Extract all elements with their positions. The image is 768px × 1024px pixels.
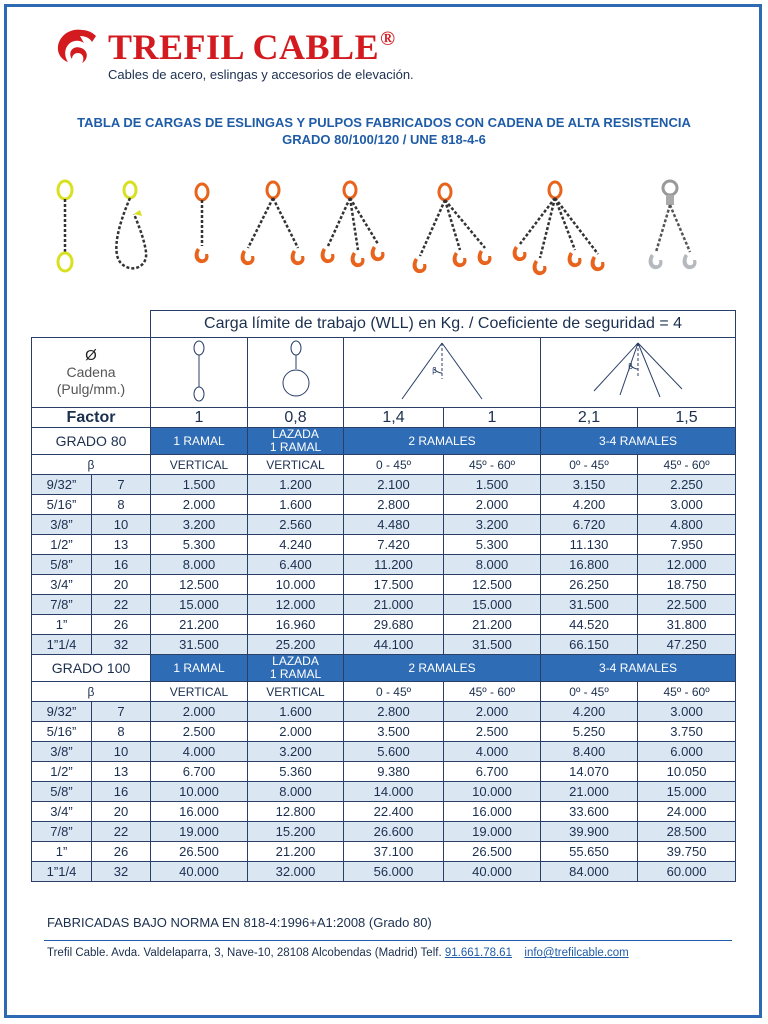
wll-value: 2.250 — [638, 475, 736, 495]
wll-value: 6.000 — [638, 742, 736, 762]
wll-value: 5.250 — [541, 722, 638, 742]
wll-value: 19.000 — [151, 822, 248, 842]
factor-value: 1,4 — [344, 408, 444, 428]
wll-value: 31.500 — [541, 595, 638, 615]
wll-value: 10.000 — [248, 575, 344, 595]
chain-size-inch: 1”1/4 — [32, 862, 92, 882]
wll-value: 1.500 — [444, 475, 541, 495]
wll-value: 55.650 — [541, 842, 638, 862]
wll-value: 2.560 — [248, 515, 344, 535]
wll-value: 1.500 — [151, 475, 248, 495]
wll-value: 7.950 — [638, 535, 736, 555]
multi-leg-angle-diagram-icon — [541, 338, 736, 408]
column-label: 0º - 45º — [541, 455, 638, 475]
table-row — [32, 635, 736, 655]
wll-value: 5.300 — [151, 535, 248, 555]
wll-value: 2.500 — [444, 722, 541, 742]
address-text: Trefil Cable. Avda. Valdelaparra, 3, Nave-10, 28108 Alcobendas (Madrid) Telf. — [47, 947, 445, 959]
wll-value: 7.420 — [344, 535, 444, 555]
wll-value: 5.360 — [248, 762, 344, 782]
chain-size-mm: 13 — [92, 535, 151, 555]
column-label: VERTICAL — [151, 682, 248, 702]
group-3-4-ramales: 3-4 RAMALES — [541, 655, 736, 682]
table-title: TABLA DE CARGAS DE ESLINGAS Y PULPOS FABRICADOS CON CADENA DE ALTA RESISTENCIA — [77, 115, 691, 130]
wll-value: 31.800 — [638, 615, 736, 635]
chain-size-mm: 20 — [92, 575, 151, 595]
wll-value: 3.500 — [344, 722, 444, 742]
wll-value: 44.520 — [541, 615, 638, 635]
wll-value: 21.200 — [248, 842, 344, 862]
wll-value: 12.800 — [248, 802, 344, 822]
group-1-ramal: 1 RAMAL — [151, 655, 248, 682]
table-row — [32, 702, 736, 722]
wll-value: 44.100 — [344, 635, 444, 655]
wll-value: 39.750 — [638, 842, 736, 862]
chain-size-mm: 22 — [92, 822, 151, 842]
wll-value: 16.000 — [151, 802, 248, 822]
chain-size-mm: 32 — [92, 862, 151, 882]
beta-label: β — [32, 455, 151, 475]
wll-value: 6.700 — [444, 762, 541, 782]
wll-value: 40.000 — [444, 862, 541, 882]
factor-value: 1,5 — [638, 408, 736, 428]
wll-value: 6.400 — [248, 555, 344, 575]
table-row — [32, 802, 736, 822]
chain-size-inch: 3/8” — [32, 742, 92, 762]
wll-value: 56.000 — [344, 862, 444, 882]
wll-header-row — [32, 311, 736, 338]
diameter-header-cell: Ø Cadena (Pulg/mm.) — [32, 338, 151, 408]
wll-value: 3.000 — [638, 702, 736, 722]
wll-value: 3.200 — [248, 742, 344, 762]
wll-value: 12.500 — [151, 575, 248, 595]
group-lazada-line1: LAZADA — [272, 427, 319, 441]
chain-size-inch: 9/32” — [32, 475, 92, 495]
wll-value: 25.200 — [248, 635, 344, 655]
angle-label-row — [32, 682, 736, 702]
wll-value: 2.800 — [344, 495, 444, 515]
table-row — [32, 535, 736, 555]
wll-value: 28.500 — [638, 822, 736, 842]
group-2-ramales: 2 RAMALES — [344, 428, 541, 455]
factor-row — [32, 408, 736, 428]
sling-single-hook-icon — [195, 184, 209, 263]
column-label: 0 - 45º — [344, 682, 444, 702]
svg-text:β: β — [628, 362, 634, 371]
wll-value: 4.200 — [541, 495, 638, 515]
wll-value: 16.800 — [541, 555, 638, 575]
wll-value: 10.000 — [151, 782, 248, 802]
wll-value: 66.150 — [541, 635, 638, 655]
grade-label: GRADO 80 — [32, 428, 151, 455]
wll-value: 3.150 — [541, 475, 638, 495]
wll-value: 24.000 — [638, 802, 736, 822]
wll-value: 26.600 — [344, 822, 444, 842]
chain-size-mm: 26 — [92, 842, 151, 862]
factor-value: 1 — [444, 408, 541, 428]
contact-line — [47, 947, 629, 959]
chain-size-mm: 8 — [92, 722, 151, 742]
chain-size-mm: 16 — [92, 782, 151, 802]
chain-size-inch: 5/16” — [32, 495, 92, 515]
wll-value: 15.200 — [248, 822, 344, 842]
wll-value: 11.130 — [541, 535, 638, 555]
wll-value: 4.000 — [151, 742, 248, 762]
wll-value: 2.000 — [151, 495, 248, 515]
single-leg-diagram-icon — [151, 338, 248, 408]
chain-size-mm: 13 — [92, 762, 151, 782]
wll-value: 19.000 — [444, 822, 541, 842]
diagram-row — [32, 338, 736, 408]
grade-header-row — [32, 655, 736, 682]
factor-value: 2,1 — [541, 408, 638, 428]
wll-value: 6.720 — [541, 515, 638, 535]
chain-size-mm: 7 — [92, 475, 151, 495]
wll-value: 31.500 — [151, 635, 248, 655]
wll-value: 5.300 — [444, 535, 541, 555]
chain-size-inch: 1/2” — [32, 535, 92, 555]
table-row — [32, 782, 736, 802]
chain-size-mm: 26 — [92, 615, 151, 635]
wll-value: 15.000 — [638, 782, 736, 802]
brand-name: TREFIL CABLE® — [108, 27, 396, 67]
wll-value: 84.000 — [541, 862, 638, 882]
wll-value: 14.070 — [541, 762, 638, 782]
column-label: 45º - 60º — [638, 682, 736, 702]
group-lazada — [248, 655, 344, 682]
wll-value: 21.000 — [541, 782, 638, 802]
wll-value: 14.000 — [344, 782, 444, 802]
grade-header-row — [32, 428, 736, 455]
table-row — [32, 862, 736, 882]
column-label: 45º - 60º — [444, 455, 541, 475]
sling-two-leg-icon — [241, 182, 305, 265]
chain-size-inch: 1/2” — [32, 762, 92, 782]
table-subtitle: GRADO 80/100/120 / UNE 818-4-6 — [282, 132, 486, 147]
chain-size-mm: 22 — [92, 595, 151, 615]
wll-value: 11.200 — [344, 555, 444, 575]
column-label: 45º - 60º — [444, 682, 541, 702]
table-row — [32, 822, 736, 842]
svg-text:β: β — [432, 366, 438, 375]
wll-value: 2.000 — [151, 702, 248, 722]
chain-size-mm: 10 — [92, 742, 151, 762]
brand-tagline: Cables de acero, eslingas y accesorios de elevación. — [108, 67, 414, 82]
group-2-ramales: 2 RAMALES — [344, 655, 541, 682]
wll-value: 8.400 — [541, 742, 638, 762]
wll-value: 39.900 — [541, 822, 638, 842]
wll-value: 31.500 — [444, 635, 541, 655]
table-row — [32, 515, 736, 535]
wll-value: 18.750 — [638, 575, 736, 595]
wll-value: 33.600 — [541, 802, 638, 822]
table-row — [32, 575, 736, 595]
table-row — [32, 595, 736, 615]
chain-size-mm: 8 — [92, 495, 151, 515]
wll-value: 3.200 — [444, 515, 541, 535]
wll-value: 26.500 — [151, 842, 248, 862]
wll-value: 37.100 — [344, 842, 444, 862]
wll-value: 40.000 — [151, 862, 248, 882]
column-label: VERTICAL — [248, 682, 344, 702]
wll-value: 8.000 — [151, 555, 248, 575]
wll-value: 8.000 — [444, 555, 541, 575]
chain-size-inch: 7/8” — [32, 822, 92, 842]
wll-value: 9.380 — [344, 762, 444, 782]
wll-value: 1.600 — [248, 495, 344, 515]
wll-value: 15.000 — [444, 595, 541, 615]
group-1-ramal: 1 RAMAL — [151, 428, 248, 455]
wll-value: 3.750 — [638, 722, 736, 742]
wll-value: 29.680 — [344, 615, 444, 635]
phone-link[interactable]: 91.661.78.61 — [444, 947, 512, 959]
chain-size-inch: 3/8” — [32, 515, 92, 535]
group-lazada — [248, 428, 344, 455]
column-label: 0 - 45º — [344, 455, 444, 475]
chain-size-mm: 32 — [92, 635, 151, 655]
chain-size-inch: 5/8” — [32, 782, 92, 802]
wll-value: 4.480 — [344, 515, 444, 535]
group-lazada-line2: 1 RAMAL — [269, 667, 322, 681]
email-link[interactable]: info@trefilcable.com — [524, 947, 629, 959]
table-row — [32, 742, 736, 762]
sling-choke-loop-icon — [116, 182, 146, 268]
wll-value: 8.000 — [248, 782, 344, 802]
wll-value: 10.000 — [444, 782, 541, 802]
sling-illustrations — [40, 176, 740, 280]
wll-value: 2.000 — [248, 722, 344, 742]
beta-label: β — [32, 682, 151, 702]
chain-size-inch: 3/4” — [32, 802, 92, 822]
two-leg-angle-diagram-icon — [344, 338, 541, 408]
trefil-cable-logo-icon — [52, 26, 102, 66]
table-row — [32, 762, 736, 782]
factor-value: 1 — [151, 408, 248, 428]
wll-value: 5.600 — [344, 742, 444, 762]
wll-value: 3.200 — [151, 515, 248, 535]
wll-value: 3.000 — [638, 495, 736, 515]
table-row — [32, 615, 736, 635]
wll-value: 2.500 — [151, 722, 248, 742]
wll-value: 10.050 — [638, 762, 736, 782]
wll-value: 6.700 — [151, 762, 248, 782]
sling-four-leg-icon — [513, 182, 605, 275]
column-label: VERTICAL — [248, 455, 344, 475]
column-label: 0º - 45º — [541, 682, 638, 702]
wll-value: 21.200 — [444, 615, 541, 635]
choke-loop-diagram-icon — [248, 338, 344, 408]
wll-value: 1.600 — [248, 702, 344, 722]
group-lazada-line2: 1 RAMAL — [269, 440, 322, 454]
table-row — [32, 722, 736, 742]
sling-three-leg-wide-icon — [413, 184, 492, 273]
wll-value: 17.500 — [344, 575, 444, 595]
chain-size-inch: 1” — [32, 842, 92, 862]
wll-value: 2.800 — [344, 702, 444, 722]
table-row — [32, 555, 736, 575]
norm-note: FABRICADAS BAJO NORMA EN 818-4:1996+A1:2008 (Grado 80) — [47, 915, 432, 930]
wll-value: 15.000 — [151, 595, 248, 615]
chain-size-inch: 9/32” — [32, 702, 92, 722]
column-label: VERTICAL — [151, 455, 248, 475]
group-3-4-ramales: 3-4 RAMALES — [541, 428, 736, 455]
wll-value: 16.000 — [444, 802, 541, 822]
wll-value: 1.200 — [248, 475, 344, 495]
wll-value: 26.500 — [444, 842, 541, 862]
wll-value: 2.000 — [444, 495, 541, 515]
factor-label: Factor — [32, 408, 151, 428]
chain-size-inch: 1”1/4 — [32, 635, 92, 655]
wll-header: Carga límite de trabajo (WLL) en Kg. / Coeficiente de seguridad = 4 — [151, 311, 736, 338]
wll-value: 12.500 — [444, 575, 541, 595]
angle-label-row — [32, 455, 736, 475]
wll-value: 60.000 — [638, 862, 736, 882]
wll-value: 4.240 — [248, 535, 344, 555]
wll-value: 21.000 — [344, 595, 444, 615]
group-lazada-line1: LAZADA — [272, 654, 319, 668]
wll-value: 2.000 — [444, 702, 541, 722]
wll-value: 2.100 — [344, 475, 444, 495]
sling-three-leg-icon — [321, 182, 385, 267]
factor-value: 0,8 — [248, 408, 344, 428]
chain-size-mm: 20 — [92, 802, 151, 822]
chain-size-mm: 10 — [92, 515, 151, 535]
wll-value: 12.000 — [638, 555, 736, 575]
chain-size-inch: 5/16” — [32, 722, 92, 742]
chain-size-mm: 7 — [92, 702, 151, 722]
chain-size-inch: 3/4” — [32, 575, 92, 595]
wll-value: 4.800 — [638, 515, 736, 535]
sling-swivel-two-leg-icon — [649, 181, 697, 269]
table-row — [32, 475, 736, 495]
wll-value: 22.400 — [344, 802, 444, 822]
wll-value: 21.200 — [151, 615, 248, 635]
wll-value: 22.500 — [638, 595, 736, 615]
chain-size-inch: 1” — [32, 615, 92, 635]
wll-value: 16.960 — [248, 615, 344, 635]
table-row — [32, 495, 736, 515]
wll-value: 12.000 — [248, 595, 344, 615]
footer-divider — [44, 940, 732, 941]
wll-value: 47.250 — [638, 635, 736, 655]
table-row — [32, 842, 736, 862]
wll-value: 4.000 — [444, 742, 541, 762]
chain-size-inch: 7/8” — [32, 595, 92, 615]
column-label: 45º - 60º — [638, 455, 736, 475]
chain-size-mm: 16 — [92, 555, 151, 575]
wll-value: 26.250 — [541, 575, 638, 595]
load-table — [31, 310, 736, 882]
wll-value: 4.200 — [541, 702, 638, 722]
grade-label: GRADO 100 — [32, 655, 151, 682]
chain-size-inch: 5/8” — [32, 555, 92, 575]
sling-vertical-icon — [58, 181, 72, 271]
wll-value: 32.000 — [248, 862, 344, 882]
